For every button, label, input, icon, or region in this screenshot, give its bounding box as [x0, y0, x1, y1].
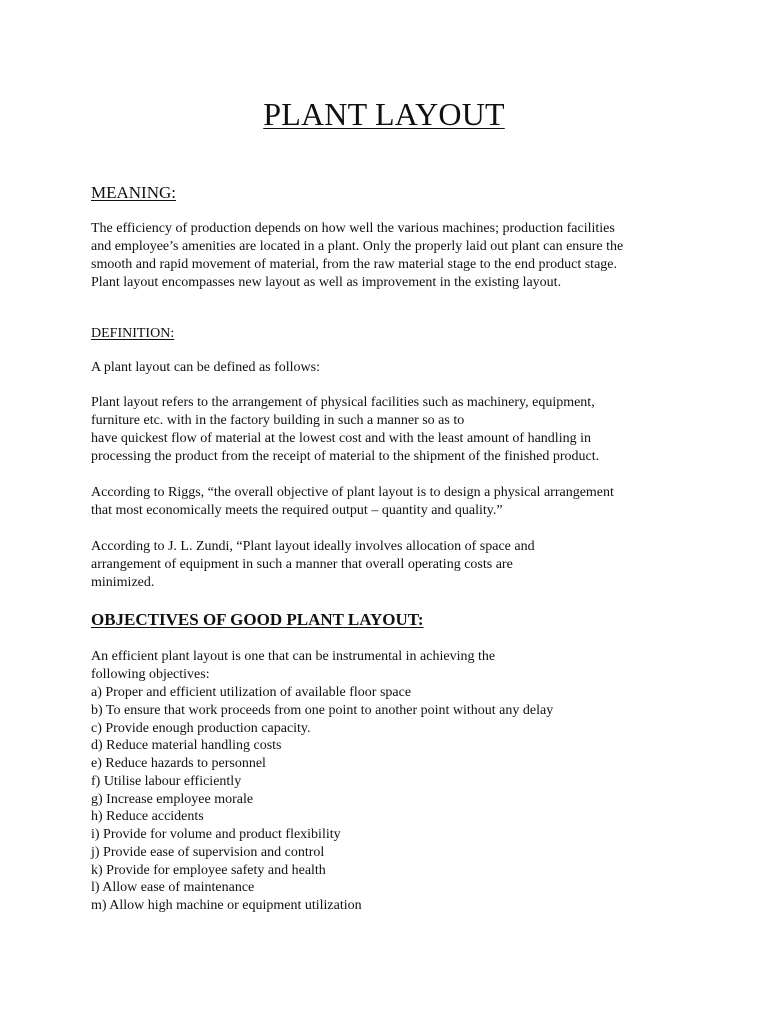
- objectives-heading: OBJECTIVES OF GOOD PLANT LAYOUT:: [91, 610, 424, 629]
- list-item: j) Provide ease of supervision and control: [91, 844, 325, 860]
- document-title: PLANT LAYOUT: [263, 96, 505, 132]
- meaning-heading: MEANING:: [91, 183, 176, 202]
- list-item: f) Utilise labour efficiently: [91, 773, 242, 789]
- meaning-line: Plant layout encompasses new layout as well as improvement in the existing layout.: [91, 275, 562, 290]
- definition-heading: DEFINITION:: [91, 326, 175, 341]
- list-item: h) Reduce accidents: [91, 809, 204, 825]
- list-item: b) To ensure that work proceeds from one point to another point without any delay: [91, 702, 554, 718]
- meaning-line: The efficiency of production depends on how well the various machines; production facilities: [91, 221, 615, 236]
- list-item: c) Provide enough production capacity.: [91, 720, 311, 736]
- objectives-list: [91, 684, 553, 915]
- definition-intro: [91, 359, 711, 377]
- definition-line: have quickest flow of material at the lowest cost and with the least amount of handling in: [91, 431, 591, 446]
- objectives-intro-line: following objectives:: [91, 667, 210, 682]
- zundi-line: According to J. L. Zundi, “Plant layout ideally involves allocation of space and: [91, 539, 535, 554]
- list-item: i) Provide for volume and product flexibility: [91, 827, 341, 842]
- objectives-intro: [91, 648, 711, 684]
- zundi-line: minimized.: [91, 575, 155, 590]
- definition-line: processing the product from the receipt of material to the shipment of the finished product.: [91, 449, 600, 464]
- list-item: e) Reduce hazards to personnel: [91, 756, 266, 771]
- riggs-quote: [91, 484, 711, 520]
- riggs-line: that most economically meets the required output – quantity and quality.”: [91, 503, 503, 518]
- list-item: a) Proper and efficient utilization of available floor space: [91, 685, 412, 700]
- list-item: d) Reduce material handling costs: [91, 738, 282, 754]
- meaning-line: and employee’s amenities are located in a plant. Only the properly laid out plant can ensure the: [91, 239, 624, 254]
- zundi-quote: [91, 538, 711, 592]
- list-item: g) Increase employee morale: [91, 791, 254, 807]
- definition-paragraph: [91, 394, 711, 466]
- meaning-line: smooth and rapid movement of material, from the raw material stage to the end product stage.: [91, 257, 617, 272]
- meaning-paragraph: [91, 220, 711, 292]
- riggs-line: According to Riggs, “the overall objective of plant layout is to design a physical arrangement: [91, 485, 614, 500]
- definition-intro-line: A plant layout can be defined as follows:: [91, 360, 320, 375]
- definition-line: furniture etc. with in the factory building in such a manner so as to: [91, 413, 465, 428]
- list-item: l) Allow ease of maintenance: [91, 880, 255, 896]
- definition-line: Plant layout refers to the arrangement of physical facilities such as machinery, equipment,: [91, 395, 595, 410]
- objectives-intro-line: An efficient plant layout is one that can be instrumental in achieving the: [91, 649, 496, 664]
- list-item: k) Provide for employee safety and health: [91, 862, 326, 878]
- list-item: m) Allow high machine or equipment utilization: [91, 898, 362, 913]
- zundi-line: arrangement of equipment in such a manner that overall operating costs are: [91, 557, 513, 572]
